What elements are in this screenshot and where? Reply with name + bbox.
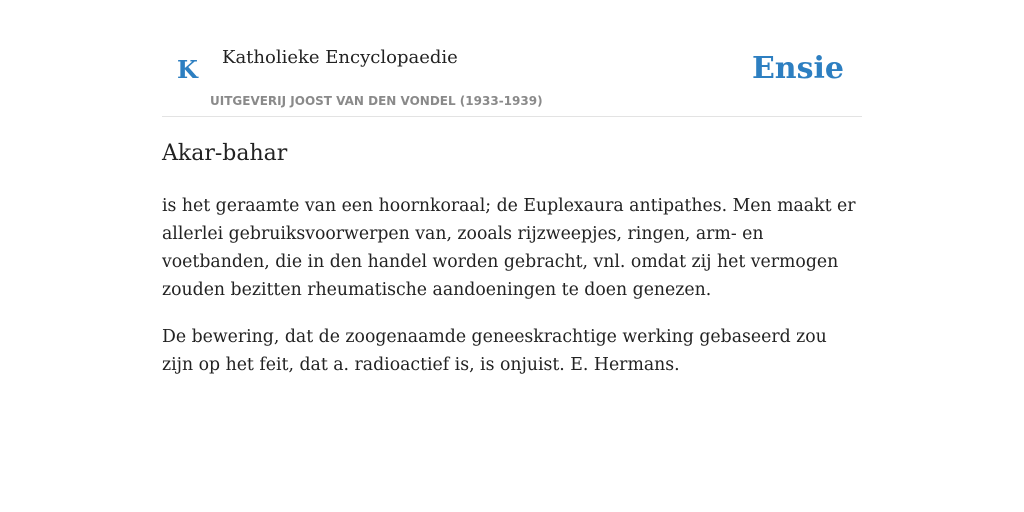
article-paragraph: De bewering, dat de zoogenaamde geneeskrachtige werking gebaseerd zou zijn op het feit, dat a. radioactief is, is onjuist. E. Hermans. [162,327,827,375]
site-name[interactable]: Katholieke Encyclopaedie [222,47,458,68]
site-header [162,0,862,117]
article-body [162,192,862,398]
brand-logo[interactable]: Ensie [751,51,844,86]
article-paragraph: is het geraamte van een hoornkoraal; de Euplexaura antipathes. Men maakt er allerlei gebruiksvoorwerpen van, zooals rijzweepjes, ringen, arm- en voetbanden, die in den handel worden gebracht, vnl. omdat zij het vermogen zouden bezitten rheumatische aandoeningen te doen genezen. [162,196,856,300]
publisher-label: UITGEVERIJ JOOST VAN DEN VONDEL (1933-1939) [210,94,543,108]
article-title: Akar-bahar [162,141,288,166]
logo-icon[interactable]: K [177,55,198,84]
